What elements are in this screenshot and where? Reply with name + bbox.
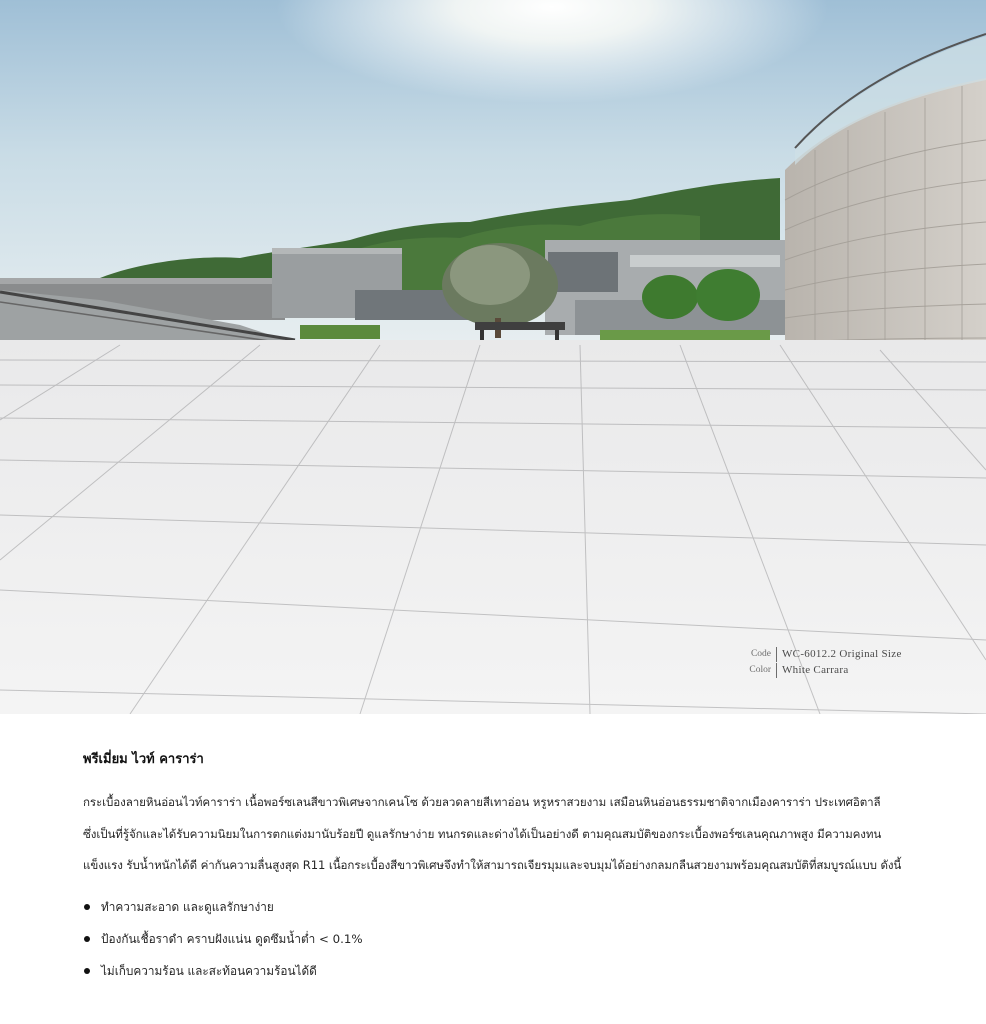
spec-divider bbox=[776, 647, 777, 662]
spec-color-value: White Carrara bbox=[782, 664, 849, 676]
description-paragraph bbox=[83, 787, 923, 882]
feature-item bbox=[83, 923, 923, 955]
feature-item bbox=[83, 955, 923, 987]
spec-code-label: Code bbox=[750, 649, 771, 659]
spec-code-value: WC-6012.2 Original Size bbox=[782, 648, 902, 660]
feature-list bbox=[83, 891, 923, 987]
description-line: ซึ่งเป็นที่รู้จักและได้รับความนิยมในการตกแต่งมานับร้อยปี ดูแลรักษาง่าย ทนกรดและด่างได้เป็นอย่างดี ตามคุณสมบัติของกระเบื้องพอร์ซเลนคุณภาพสูง มีความคงทน bbox=[83, 826, 882, 841]
bullet-icon bbox=[84, 936, 90, 942]
product-spec-tag bbox=[745, 646, 902, 678]
feature-text: ทำความสะอาด และดูแลรักษาง่าย bbox=[101, 899, 274, 914]
product-title: พรีเมี่ยม ไวท์ คาราร่า bbox=[83, 752, 204, 767]
feature-item bbox=[83, 891, 923, 923]
bullet-icon bbox=[84, 968, 90, 974]
feature-text: ไม่เก็บความร้อน และสะท้อนความร้อนได้ดี bbox=[101, 963, 317, 978]
spec-code-row bbox=[745, 646, 902, 662]
bullet-icon bbox=[84, 904, 90, 910]
description-line: แข็งแรง รับน้ำหนักได้ดี ค่ากันความลื่นสูงสุด R11 เนื้อกระเบื้องสีขาวพิเศษจึงทำให้สามารถเจียรมุมและจบมุมได้อย่างกลมกลืนสวยงามพร้อมคุณสมบัติที่สมบูรณ์แบบ ดังนี้ bbox=[83, 858, 902, 872]
product-description bbox=[83, 748, 923, 987]
spec-color-label: Color bbox=[749, 665, 771, 675]
spec-divider bbox=[776, 663, 777, 678]
spec-color-row bbox=[745, 662, 902, 678]
feature-text: ป้องกันเชื้อราดำ คราบฝังแน่น ดูดซึมน้ำต่ำ < 0.1% bbox=[101, 931, 363, 946]
description-line: กระเบื้องลายหินอ่อนไวท์คาราร่า เนื้อพอร์ซเลนสีขาวพิเศษจากเคนโซ ด้วยลวดลายสีเทาอ่อน หรูหราสวยงาม เสมือนหินอ่อนธรรมชาติจากเมืองคาราร่า ประเทศอิตาลี bbox=[83, 795, 881, 809]
